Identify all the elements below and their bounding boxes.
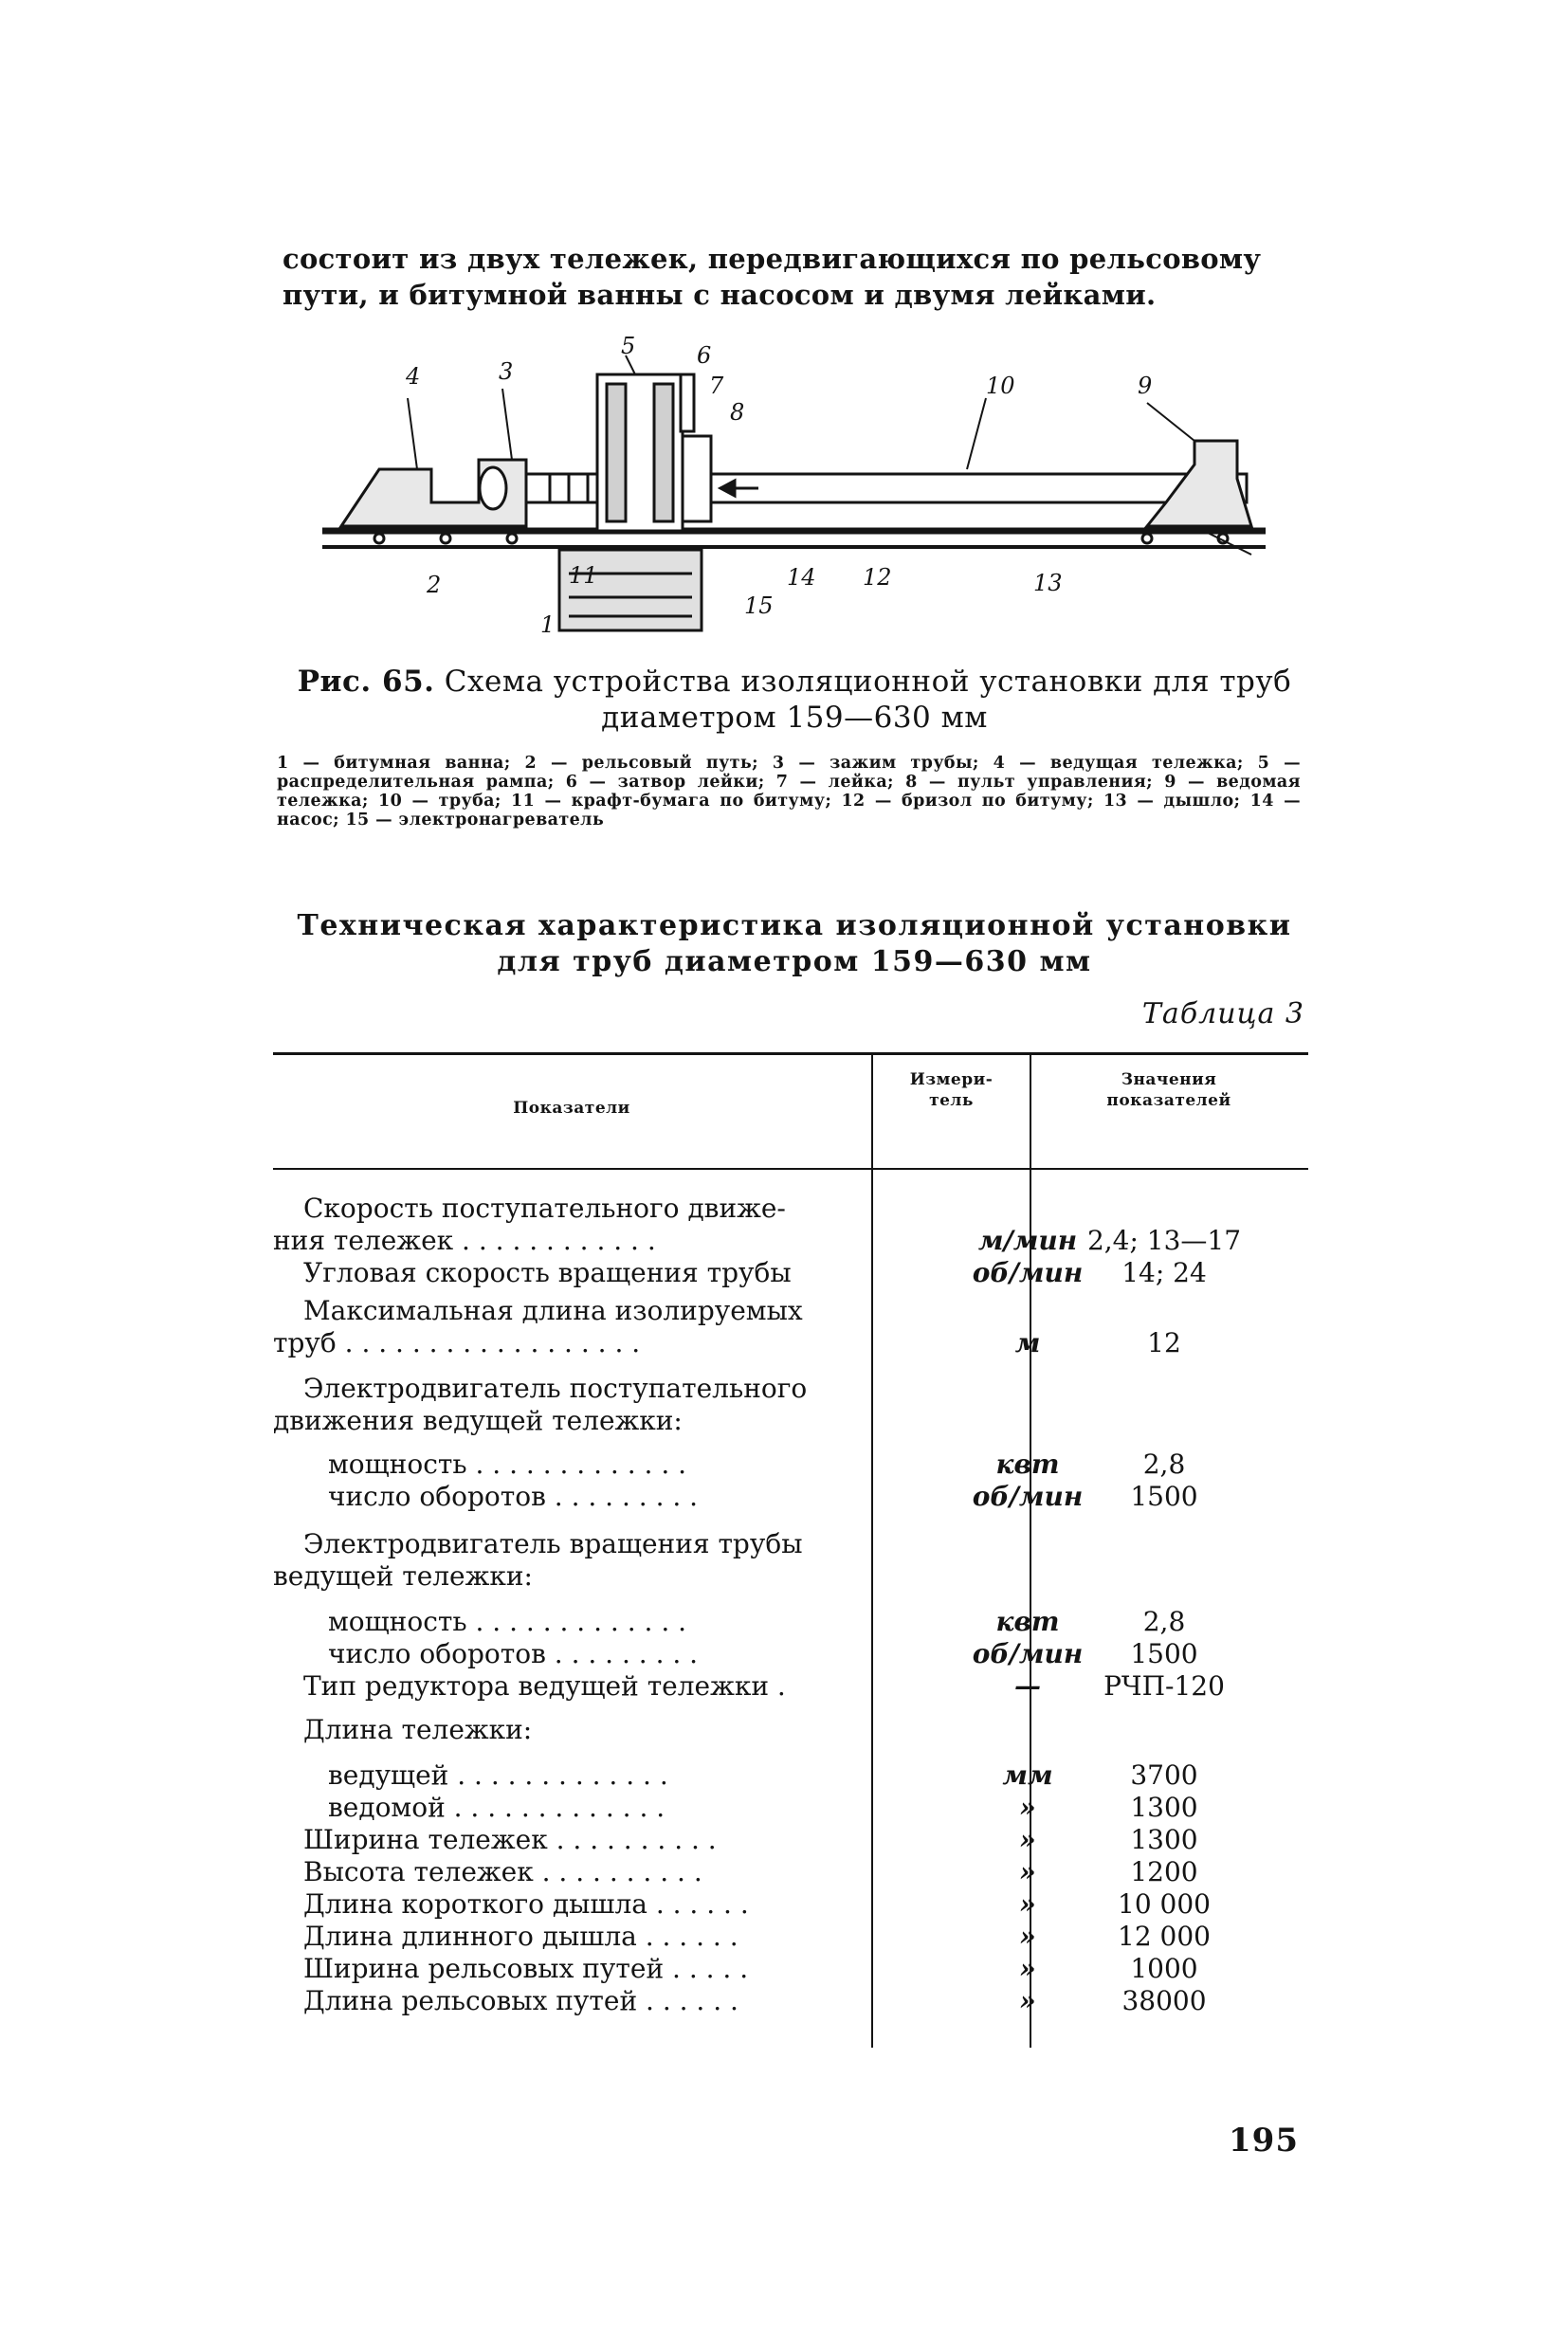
row-unit: » (1019, 1953, 1036, 1984)
row-value: 12 (1147, 1327, 1181, 1358)
diagram-label: 15 (744, 592, 774, 619)
diagram-label: 13 (1033, 570, 1063, 596)
page-number: 195 (1229, 2122, 1299, 2160)
diagram-label: 2 (427, 572, 442, 598)
row-unit: квт (995, 1449, 1060, 1480)
diagram-label: 10 (986, 373, 1015, 399)
nozzle-gate-shape (681, 374, 694, 431)
diagram-label: 12 (863, 564, 892, 591)
figure-legend: 1 — битумная ванна; 2 — рельсовый путь; 3 — зажим трубы; 4 — ведущая тележка; 5 — распределительная рампа; 6 — затвор лейки; 7 — лейка; 8 — пульт управления; 9 — ведомая тележка; 10 — труба; 11 — крафт-бумага по битуму; 12 — бризол по битуму; 13 — дышло; 14 — насос; 15 — электронагреватель (277, 754, 1301, 829)
table-column-divider (871, 1052, 873, 2048)
diagram-label: 9 (1138, 373, 1153, 399)
row-unit: » (1019, 1985, 1036, 2016)
row-label: Длина короткого дышла . . . . . . (303, 1888, 749, 1920)
row-label: ведущей . . . . . . . . . . . . . (328, 1759, 668, 1791)
row-label: ния тележек . . . . . . . . . . . . (273, 1225, 656, 1256)
installation-diagram (313, 337, 1270, 640)
row-label: ведущей тележки: (273, 1560, 533, 1592)
header-unit: Измери- тель (909, 1070, 994, 1110)
row-label: число оборотов . . . . . . . . . (328, 1638, 699, 1669)
row-label: Ширина рельсовых путей . . . . . (303, 1953, 749, 1984)
row-unit: об/мин (972, 1481, 1084, 1512)
row-label: Электродвигатель поступательного (303, 1373, 808, 1404)
diagram-label: 6 (697, 342, 712, 369)
row-unit: мм (1002, 1759, 1053, 1791)
row-value: 1200 (1130, 1856, 1198, 1887)
row-label: движения ведущей тележки: (273, 1405, 683, 1436)
row-value: 1300 (1130, 1824, 1198, 1855)
row-unit: квт (995, 1606, 1060, 1637)
row-value: 38000 (1121, 1985, 1207, 2016)
wheel (374, 534, 384, 543)
row-unit: об/мин (972, 1257, 1084, 1288)
table-header-rule (273, 1168, 1308, 1170)
header-param: Показатели (513, 1099, 630, 1118)
row-value: 1300 (1130, 1792, 1198, 1823)
figure-caption-text: Схема устройства изоляционной установки для труб диаметром 159—630 мм (444, 665, 1292, 735)
diagram-label: 14 (787, 564, 816, 591)
row-value: 10 000 (1118, 1888, 1211, 1920)
row-unit: м (1014, 1327, 1041, 1358)
header-value: Значения показателей (1106, 1070, 1231, 1110)
row-value: 2,4; 13—17 (1086, 1225, 1242, 1256)
row-unit: об/мин (972, 1638, 1084, 1669)
row-label: Высота тележек . . . . . . . . . . (303, 1856, 702, 1887)
row-value: 12 000 (1118, 1921, 1211, 1952)
diagram-label: 1 (540, 611, 556, 638)
diagram-label: 5 (621, 337, 636, 359)
row-value: 2,8 (1142, 1606, 1186, 1637)
row-value: 2,8 (1142, 1449, 1186, 1480)
table-top-rule (273, 1052, 1308, 1055)
table-title-line1: Техническая характеристика изоляционной установки (297, 909, 1292, 942)
row-label: Угловая скорость вращения трубы (303, 1257, 792, 1288)
row-unit: » (1019, 1888, 1036, 1920)
table-title-line2: для труб диаметром 159—630 мм (497, 945, 1092, 978)
row-label: Электродвигатель вращения трубы (303, 1528, 803, 1559)
row-value: 3700 (1130, 1759, 1198, 1791)
row-label: ведомой . . . . . . . . . . . . . (328, 1792, 665, 1823)
row-label: число оборотов . . . . . . . . . (328, 1481, 699, 1512)
row-label: Тип редуктора ведущей тележки . (303, 1670, 786, 1702)
row-label: мощность . . . . . . . . . . . . . (328, 1606, 687, 1637)
row-unit: » (1019, 1824, 1036, 1855)
row-value: 1000 (1130, 1953, 1198, 1984)
diagram-label: 4 (406, 363, 421, 390)
row-label: труб . . . . . . . . . . . . . . . . . . (273, 1327, 641, 1358)
row-value: 1500 (1130, 1481, 1198, 1512)
row-label: Длина тележки: (303, 1714, 533, 1745)
diagram-label: 3 (499, 358, 514, 385)
row-label: Скорость поступательного движе- (303, 1193, 786, 1224)
figure-caption-prefix: Рис. 65. (297, 665, 435, 699)
row-value: 14; 24 (1121, 1257, 1207, 1288)
table-number: Таблица 3 (1141, 997, 1304, 1030)
row-unit: » (1019, 1856, 1036, 1887)
row-unit: » (1019, 1921, 1036, 1952)
table-title (283, 908, 1306, 980)
row-label: Максимальная длина изолируемых (303, 1295, 803, 1326)
row-label: мощность . . . . . . . . . . . . . (328, 1449, 687, 1480)
diagram-label: 7 (709, 373, 724, 399)
row-label: Длина длинного дышла . . . . . . (303, 1921, 738, 1952)
figure-caption (283, 664, 1306, 736)
row-value: 1500 (1130, 1638, 1198, 1669)
row-unit: — (1014, 1670, 1041, 1702)
row-unit: » (1019, 1792, 1036, 1823)
diagram-svg (313, 337, 1270, 640)
diagram-label: 11 (569, 562, 598, 589)
row-label: Ширина тележек . . . . . . . . . . (303, 1824, 717, 1855)
row-label: Длина рельсовых путей . . . . . . (303, 1985, 738, 2016)
row-unit: м/мин (977, 1225, 1078, 1256)
pipe-clamp-shape (480, 467, 506, 509)
control-panel-shape (683, 436, 711, 521)
row-value: РЧП-120 (1103, 1670, 1225, 1702)
intro-paragraph: состоит из двух тележек, передвигающихся по рельсовому пути, и битумной ванны с насосом и двумя лейками. (283, 243, 1262, 311)
diagram-label: 8 (730, 399, 745, 426)
